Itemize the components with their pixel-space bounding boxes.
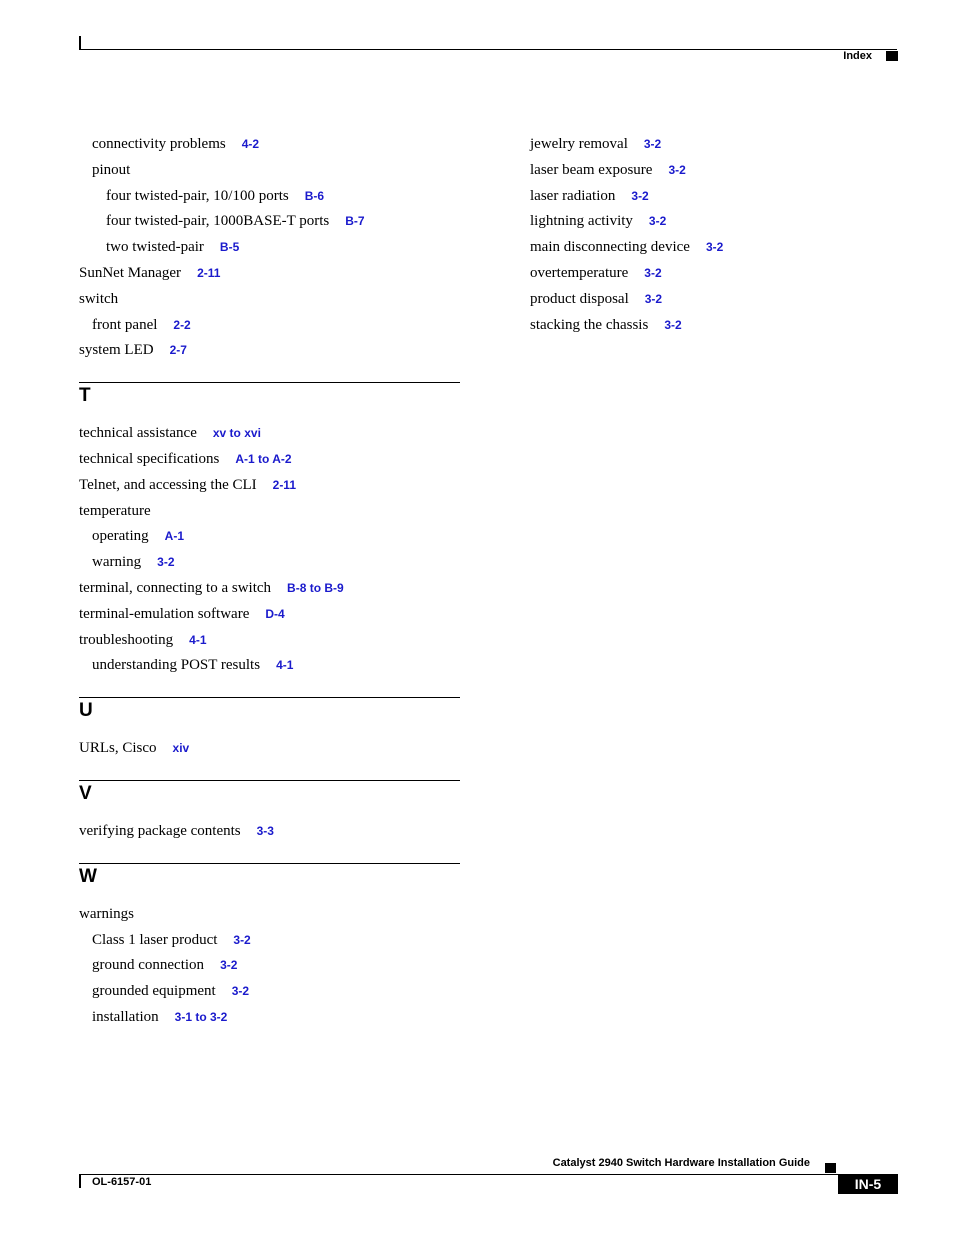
- index-page-link[interactable]: 2-7: [169, 343, 187, 358]
- index-entry-term: SunNet Manager: [79, 264, 182, 281]
- index-entry-term: laser beam exposure: [530, 161, 653, 178]
- index-entry-term: four twisted-pair, 1000BASE-T ports: [106, 213, 330, 230]
- index-entry: [79, 261, 460, 287]
- index-entry: [79, 184, 460, 210]
- index-entry: [79, 979, 460, 1005]
- index-entry: [79, 653, 460, 679]
- index-entry-term: lightning activity: [530, 213, 633, 230]
- index-left-column: [79, 132, 460, 1031]
- index-page-link[interactable]: 2-11: [272, 477, 296, 492]
- index-page-link[interactable]: 3-2: [664, 317, 682, 332]
- section-heading: [79, 382, 460, 421]
- index-entry: [79, 902, 460, 928]
- footer-corner-mark: [79, 1174, 81, 1188]
- index-entry-term: pinout: [92, 161, 131, 178]
- index-page-link[interactable]: 3-2: [231, 984, 250, 999]
- index-entry-term: Class 1 laser product: [92, 931, 218, 948]
- footer-rule: [79, 1174, 839, 1175]
- index-entry: [79, 628, 460, 654]
- index-page-link[interactable]: 3-2: [644, 291, 663, 306]
- index-page-link[interactable]: 3-2: [631, 188, 649, 203]
- index-entry-term: Telnet, and accessing the CLI: [79, 476, 257, 493]
- index-section: [79, 382, 460, 679]
- index-entry: [79, 550, 460, 576]
- index-page-link[interactable]: 3-2: [668, 162, 686, 177]
- index-entry-term: four twisted-pair, 10/100 ports: [106, 187, 289, 204]
- index-entry-term: stacking the chassis: [530, 316, 649, 333]
- index-page-link[interactable]: 3-3: [256, 823, 274, 838]
- index-entry: [79, 132, 460, 158]
- index-entry: [79, 235, 460, 261]
- footer-doc-number: OL-6157-01: [92, 1176, 152, 1188]
- footer-guide-title: Catalyst 2940 Switch Hardware Installation Guide: [552, 1157, 810, 1169]
- header-corner-mark: [79, 36, 81, 50]
- index-page-link[interactable]: A-1 to A-2: [235, 451, 292, 466]
- index-section: [79, 863, 460, 1031]
- index-page-link[interactable]: 3-1 to 3-2: [174, 1009, 228, 1024]
- index-entry: [79, 447, 460, 473]
- index-entry: [79, 473, 460, 499]
- index-entry: [79, 499, 460, 525]
- footer-marker-box: [825, 1163, 836, 1173]
- index-entry: [79, 338, 460, 364]
- index-entry: [530, 313, 890, 339]
- index-entry: [79, 421, 460, 447]
- index-entry-term: temperature: [79, 502, 151, 519]
- index-entry-term: jewelry removal: [530, 136, 628, 152]
- index-entry: [530, 158, 890, 184]
- index-page-link[interactable]: 4-1: [189, 632, 207, 647]
- index-entry: [79, 928, 460, 954]
- index-entry: [79, 287, 460, 313]
- index-entry: [79, 158, 460, 184]
- index-section: [79, 780, 460, 845]
- section-heading: [79, 697, 460, 736]
- index-entry: [530, 209, 890, 235]
- index-entry-term: main disconnecting device: [530, 239, 690, 256]
- index-page-link[interactable]: 3-2: [157, 555, 175, 570]
- section-letter: U: [79, 700, 93, 722]
- index-entry-term: operating: [92, 528, 149, 545]
- section-heading: [79, 780, 460, 819]
- index-entry: [530, 235, 890, 261]
- index-page-link[interactable]: 3-2: [648, 214, 667, 229]
- index-entry: [79, 524, 460, 550]
- index-entry-term: connectivity problems: [92, 136, 226, 152]
- index-entry-term: two twisted-pair: [106, 239, 204, 256]
- index-entry: [79, 209, 460, 235]
- index-page-link[interactable]: xiv: [172, 741, 190, 756]
- index-entry-term: terminal-emulation software: [79, 605, 250, 622]
- index-section: [79, 697, 460, 762]
- header-rule: [79, 49, 897, 50]
- index-page-link[interactable]: 4-2: [241, 137, 260, 151]
- index-entry: [79, 602, 460, 628]
- index-entry-term: URLs, Cisco: [79, 740, 157, 757]
- section-heading: [79, 863, 460, 902]
- index-entry: [79, 1005, 460, 1031]
- index-page-link[interactable]: 2-11: [197, 265, 221, 280]
- index-entry-term: system LED: [79, 342, 154, 359]
- section-letter: W: [79, 865, 97, 887]
- index-entry: [530, 287, 890, 313]
- index-entry: [79, 953, 460, 979]
- index-right-column: [530, 132, 890, 338]
- index-entry-term: technical specifications: [79, 450, 220, 467]
- index-page-link[interactable]: 3-2: [220, 958, 238, 973]
- index-entry: [79, 313, 460, 339]
- index-entry-term: warning: [92, 554, 142, 571]
- index-page-link[interactable]: 3-2: [233, 932, 251, 947]
- index-entry: [79, 819, 460, 845]
- index-entry-term: grounded equipment: [92, 983, 216, 1000]
- index-entry-term: warnings: [79, 905, 134, 922]
- index-page-link[interactable]: B-7: [345, 214, 365, 229]
- index-entry: [530, 184, 890, 210]
- section-letter: V: [79, 782, 92, 804]
- running-header-title: Index: [843, 50, 872, 62]
- index-page-link[interactable]: 3-2: [643, 137, 662, 151]
- index-entry-term: product disposal: [530, 290, 629, 307]
- index-entry: [530, 261, 890, 287]
- index-entry-term: ground connection: [92, 957, 205, 974]
- index-page-link[interactable]: 2-2: [173, 317, 191, 332]
- index-entry-term: technical assistance: [79, 425, 197, 442]
- index-entry-term: overtemperature: [530, 264, 629, 281]
- index-entry-term: installation: [92, 1008, 159, 1025]
- index-page-link[interactable]: B-6: [304, 188, 325, 203]
- index-page-link[interactable]: 3-2: [644, 265, 662, 280]
- index-entry-term: laser radiation: [530, 187, 616, 204]
- index-entry: [79, 736, 460, 762]
- index-entry-term: terminal, connecting to a switch: [79, 579, 272, 596]
- footer-page-number: IN-5: [838, 1174, 898, 1194]
- header-marker-box: [886, 51, 898, 61]
- index-entry-term: understanding POST results: [92, 657, 261, 674]
- index-entry-term: front panel: [92, 316, 158, 333]
- index-page-link[interactable]: A-1: [164, 529, 184, 544]
- index-entry: [530, 132, 890, 158]
- index-page-link[interactable]: xv to xvi: [212, 426, 261, 441]
- index-page-link[interactable]: B-5: [219, 240, 240, 255]
- index-entry-term: verifying package contents: [79, 822, 241, 839]
- index-page-link[interactable]: B-8 to B-9: [287, 580, 344, 595]
- index-page-link[interactable]: 3-2: [705, 240, 724, 255]
- index-entry-term: switch: [79, 290, 119, 307]
- section-letter: T: [79, 385, 91, 407]
- index-page-link[interactable]: 4-1: [276, 658, 294, 673]
- index-page-link[interactable]: D-4: [265, 606, 285, 621]
- index-entry: [79, 576, 460, 602]
- index-entry-term: troubleshooting: [79, 631, 174, 648]
